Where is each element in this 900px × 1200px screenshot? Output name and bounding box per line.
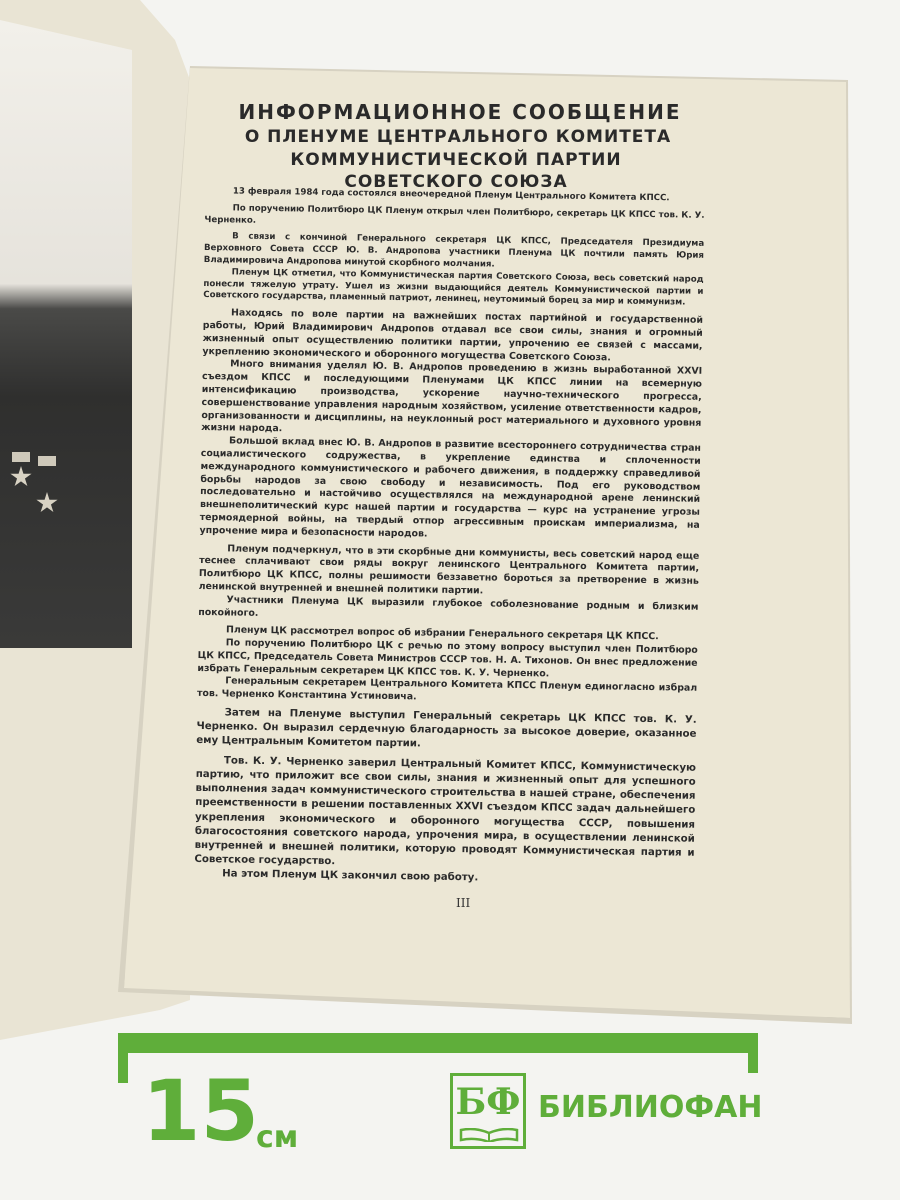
open-book-icon [459,1128,519,1142]
paragraph: Генеральным секретарем Центрального Комитета КПСС Пленум единогласно избрал тов. Черненко Константина Устиновича. [196,675,698,703]
ruler-size-value: 15 [142,1062,259,1160]
paragraph: Участники Пленума ЦК выразили глубокое соболезнование родным и близким покойного. [198,594,699,619]
paragraph: Затем на Пленуме выступил Генеральный секретарь ЦК КПСС тов. К. У. Черненко. Он выразил сердечную благодарность за высокое доверие, оказанное ему Центральным Комитетом партии. [196,707,697,750]
paragraph: На этом Пленум ЦК закончил свою работу. [222,868,479,884]
paragraph: По поручению Политбюро ЦК с речью по этому вопросу выступил член Политбюро ЦК КПСС, Председатель Совета Министров СССР тов. Н. А. Тихонов. Он внес предложение избрать Генеральным секретарем ЦК КПСС тов. К. У. Черненко. [197,637,698,680]
document-body [194,186,705,889]
paragraph: В связи с кончиной Генерального секретаря ЦК КПСС, Председателя Президиума Верховного Совета СССР Ю. В. Андропова участники Пленума ЦК почтили память Юрия Владимировича Андропова минутой скорбного молчания. [203,231,705,270]
paragraph: Пленум подчеркнул, что в эти скорбные дни коммунисты, весь советский народ еще теснее сплачивают свои ряды вокруг ленинского Центрального Комитета партии, Политбюро ЦК КПСС, полны решимости беззаветно бороться за претворение в жизнь ленинской внутренней и внешней политики партии. [198,542,700,597]
ruler-size-unit: см [256,1120,299,1155]
paragraph: Пленум ЦК рассмотрел вопрос об избрании Генерального секретаря ЦК КПСС. [225,624,659,643]
paragraph: Находясь по воле партии на важнейших постах партийной и государственной работы, Юрий Владимирович Андропов отдавал все свои силы, знания и огромный жизненный опыт осуществлению политики партии, упрочению ее связей с массами, укреплению экономического и оборонного могущества Советского Союза. [202,307,704,363]
ruler-bar [118,1033,758,1053]
paragraph: 13 февраля 1984 года состоялся внеочередной Пленум Центрального Комитета КПСС. [232,186,670,204]
ruler-tick-right [748,1033,758,1073]
brand-logo-letters: БФ [455,1081,521,1123]
paragraph: По поручению Политбюро ЦК Пленум открыл член Политбюро, секретарь ЦК КПСС тов. К. У. Черненко. [204,203,705,226]
medal-ribbon-icon [38,456,56,466]
page-subtitle-line-1: О ПЛЕНУМЕ ЦЕНТРАЛЬНОГО КОМИТЕТА [244,127,672,147]
page-number: III [456,896,471,910]
page-subtitle-line-3: СОВЕТСКОГО СОЮЗА [344,172,568,192]
medal-ribbon-icon [12,452,30,462]
paragraph: Большой вклад внес Ю. В. Андропов в развитие всестороннего сотрудничества стран социалистического содружества, в укрепление единства и сплоченности международного коммунистического и рабочего движения, в поддержку справедливой борьбы народов за свою свободу и независимость. Под его руководством последовательно и настойчиво осуществлялся на международной арене ленинский внешнеполитический курс нашей партии и государства — курс на устранение угрозы термоядерной войны, на твердый отпор агрессивным проискам империализма, на упрочение мира и безопасности народов. [199,435,702,540]
page-subtitle-line-2: КОММУНИСТИЧЕСКОЙ ПАРТИИ [290,150,622,170]
brand-logo [450,1073,526,1149]
page-title: ИНФОРМАЦИОННОЕ СООБЩЕНИЕ [238,100,682,124]
paragraph: Тов. К. У. Черненко заверил Центральный Комитет КПСС, Коммунистическую партию, что приложит все свои силы, знания и жизненный опыт для успешного выполнения задач коммунистического строительства в нашей стране, обеспечения преемственности в решении поставленных XXVI съездом КПСС задач дальнейшего укрепления экономического и оборонного могущества СССР, повышения благосостояния советского народа, упрочения мира, в осуществлении ленинской внутренней и внешней политики, которую проводят Коммунистическая партия и Советское государство. [194,755,697,868]
paragraph: Пленум ЦК отметил, что Коммунистическая партия Советского Союза, весь советский народ понесли тяжелую утрату. Ушел из жизни выдающийся деятель Коммунистической партии и Советского государства, пламенный патриот, ленинец, неутомимый борец за мир и коммунизм. [203,267,704,308]
paragraph: Много внимания уделял Ю. В. Андропов проведению в жизнь выработанной XXVI съездом КПСС и последующими Пленумами ЦК КПСС линии на всемерную интенсификацию производства, ускорение научно-технического прогресса, совершенствование управления народным хозяйством, усиление ответственности кадров, организованности и дисциплины, на неуклонный рост материального и духовного уровня жизни народа. [201,358,703,435]
brand-name: БИБЛИОФАН [538,1090,763,1125]
ruler-tick-left [118,1033,128,1083]
